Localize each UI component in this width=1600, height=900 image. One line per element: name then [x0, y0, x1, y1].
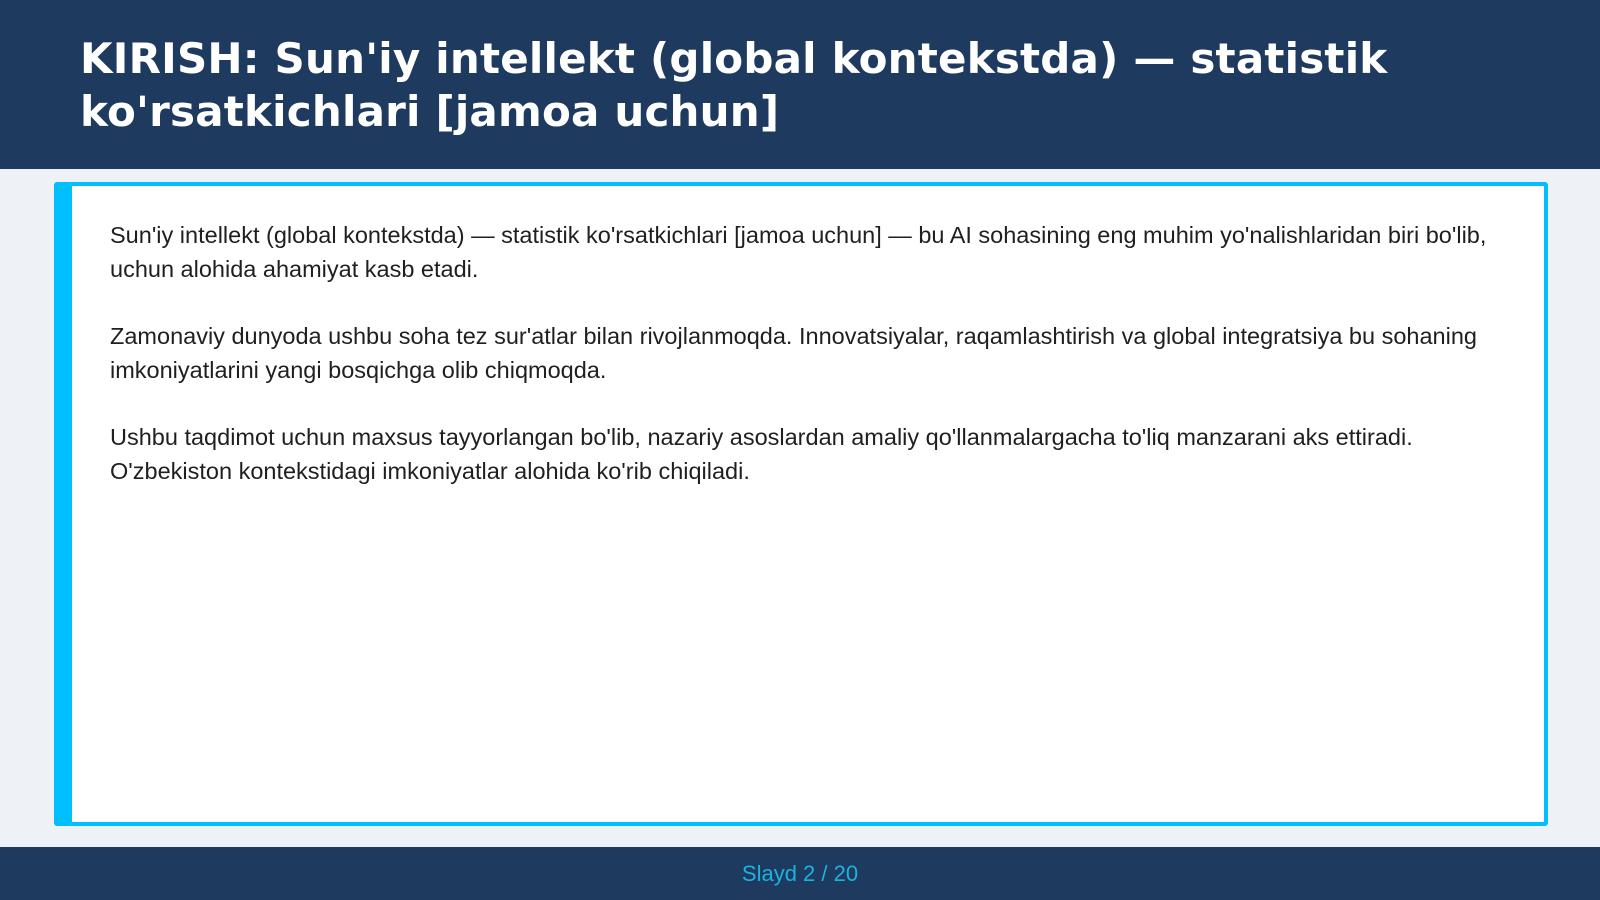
slide-counter: Slayd 2 / 20	[741, 860, 859, 886]
content-paragraph-3: Ushbu taqdimot uchun maxsus tayyorlangan bo'lib, nazariy asoslardan amaliy qo'llanmalargacha to'liq manzarani aks ettiradi. O'zbekiston kontekstidagi imkoniyatlar alohida ko'rib chiqiladi.	[110, 424, 1413, 484]
slide-header	[0, 0, 1600, 169]
slide-footer	[0, 847, 1600, 900]
content-paragraph-1: Sun'iy intellekt (global kontekstda) — statistik ko'rsatkichlari [jamoa uchun] — bu AI sohasining eng muhim yo'nalishlaridan biri bo'lib, uchun alohida ahamiyat kasb etadi.	[110, 222, 1487, 282]
content-card	[54, 182, 1548, 826]
slide-title: KIRISH: Sun'iy intellekt (global kontekstda) — statistik ko'rsatkichlari [jamoa uchun]	[80, 34, 1388, 136]
content-paragraph-2: Zamonaviy dunyoda ushbu soha tez sur'atlar bilan rivojlanmoqda. Innovatsiyalar, raqamlashtirish va global integratsiya bu sohaning imkoniyatlarini yangi bosqichga olib chiqmoqda.	[110, 323, 1477, 383]
